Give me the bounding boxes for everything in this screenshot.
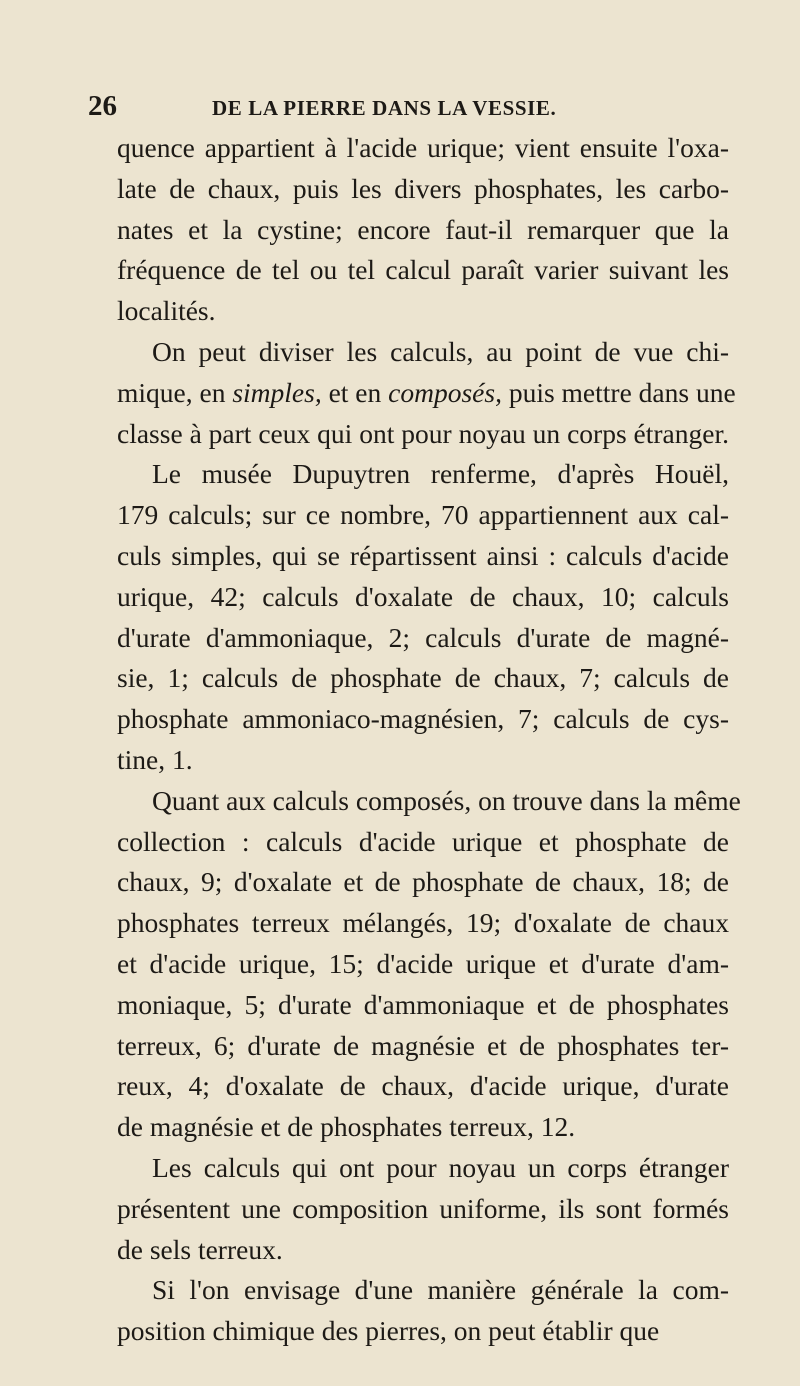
- text-line: culs simples, qui se répartissent ainsi : calculs d'acide: [117, 539, 729, 571]
- text-line: tine, 1.: [117, 743, 193, 775]
- text-line: late de chaux, puis les divers phosphates, les carbo-: [117, 172, 729, 204]
- text-line: d'urate d'ammoniaque, 2; calculs d'urate de magné-: [117, 621, 729, 653]
- text-line: présentent une composition uniforme, ils sont formés: [117, 1192, 729, 1224]
- text-line: 179 calculs; sur ce nombre, 70 appartiennent aux cal-: [117, 499, 729, 531]
- text-line: de sels terreux.: [117, 1233, 283, 1265]
- text-line: phosphate ammoniaco-magnésien, 7; calculs de cys-: [117, 703, 729, 735]
- text-line: quence appartient à l'acide urique; vient ensuite l'oxa-: [117, 132, 729, 163]
- text-line: fréquence de tel ou tel calcul paraît varier suivant les: [117, 254, 729, 286]
- text-line: Le musée Dupuytren renferme, d'après Houël,: [152, 458, 729, 490]
- body-text: [117, 128, 741, 1352]
- text-line: chaux, 9; d'oxalate et de phosphate de chaux, 18; de: [117, 866, 729, 898]
- text-segment: et en: [321, 376, 389, 408]
- text-segment: mique, en: [117, 376, 233, 408]
- text-line: Si l'on envisage d'une manière générale la com-: [152, 1274, 729, 1306]
- text-line: On peut diviser les calculs, au point de vue chi-: [152, 335, 729, 367]
- text-line: terreux, 6; d'urate de magnésie et de phosphates ter-: [117, 1029, 729, 1061]
- text-line: [117, 373, 736, 414]
- text-line: classe à part ceux qui ont pour noyau un corps étranger.: [117, 417, 729, 449]
- text-line: position chimique des pierres, on peut établir que: [117, 1315, 660, 1347]
- italic-term: composés,: [388, 376, 502, 408]
- text-line: moniaque, 5; d'urate d'ammoniaque et de phosphates: [117, 988, 729, 1020]
- text-line: reux, 4; d'oxalate de chaux, d'acide urique, d'urate: [117, 1070, 729, 1102]
- text-line: nates et la cystine; encore faut-il remarquer que la: [117, 213, 729, 245]
- text-line: sie, 1; calculs de phosphate de chaux, 7; calculs de: [117, 662, 729, 694]
- text-line: et d'acide urique, 15; d'acide urique et d'urate d'am-: [117, 947, 729, 979]
- text-line: phosphates terreux mélangés, 19; d'oxalate de chaux: [117, 907, 729, 939]
- page-number: 26: [88, 90, 117, 122]
- text-line: de magnésie et de phosphates terreux, 12.: [117, 1111, 576, 1143]
- text-line: localités.: [117, 295, 216, 327]
- italic-term: simples,: [232, 376, 322, 408]
- text-segment: puis mettre dans une: [501, 376, 736, 408]
- text-line: Quant aux calculs composés, on trouve dans la même: [152, 784, 741, 816]
- text-line: collection : calculs d'acide urique et phosphate de: [117, 825, 729, 857]
- text-line: Les calculs qui ont pour noyau un corps étranger: [152, 1151, 729, 1183]
- text-line: urique, 42; calculs d'oxalate de chaux, 10; calculs: [117, 580, 729, 612]
- running-title: DE LA PIERRE DANS LA VESSIE.: [212, 96, 557, 120]
